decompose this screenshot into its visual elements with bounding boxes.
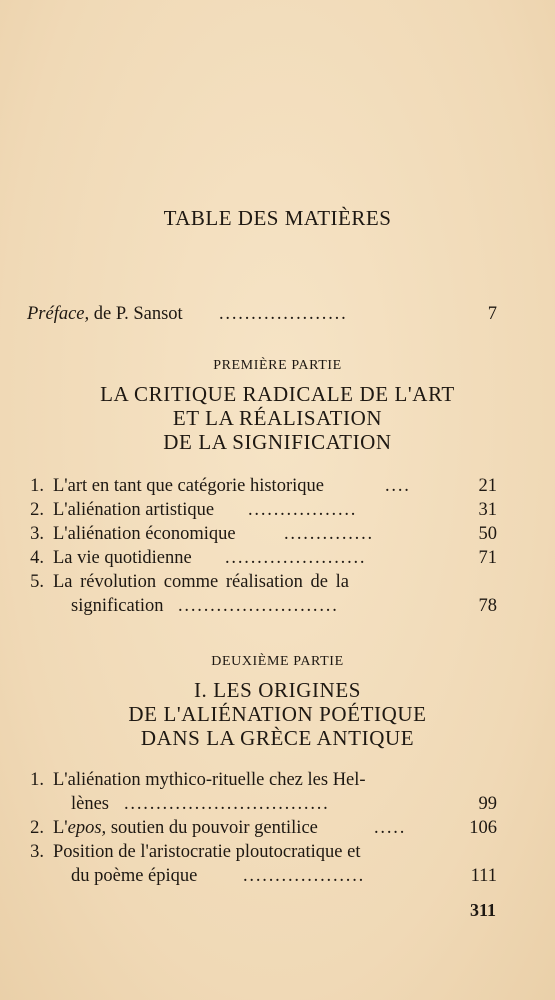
toc-entry: [0, 498, 555, 522]
page-number: 31: [478, 500, 497, 520]
entry-text-italic: epos,: [67, 818, 107, 838]
entry-number: 3.: [30, 524, 44, 544]
page-number: 21: [478, 476, 497, 496]
leader-dots: ....: [385, 476, 411, 496]
part-title-line: DE L'ALIÉNATION POÉTIQUE: [128, 702, 427, 726]
part-label: PREMIÈRE PARTIE: [213, 358, 342, 373]
leader-dots: ......................: [225, 548, 367, 568]
toc-entry: [0, 474, 555, 498]
toc-entry: [0, 840, 555, 888]
entry-number: 1.: [30, 770, 44, 790]
leader-dots: .....: [374, 818, 407, 838]
part-title: [0, 382, 555, 454]
page-number: 7: [487, 304, 497, 324]
part-title-line: DANS LA GRÈCE ANTIQUE: [140, 726, 415, 750]
entry-text: L'aliénation mythico-rituelle chez les Hel-: [53, 770, 366, 790]
part-label: DEUXIÈME PARTIE: [211, 654, 344, 669]
page-title: TABLE DES MATIÈRES: [163, 206, 392, 230]
entry-text-continued: du poème épique: [71, 866, 198, 886]
leader-dots: .........................: [178, 596, 339, 616]
toc-entry: [0, 816, 555, 840]
entry-text: L'aliénation économique: [53, 524, 236, 544]
entry-text: L'aliénation artistique: [53, 500, 215, 520]
entry-text: L'art en tant que catégorie historique: [53, 476, 324, 496]
leader-dots: .................: [248, 500, 358, 520]
toc-entry: [0, 570, 555, 618]
part-title: [0, 678, 555, 750]
entry-number: 4.: [30, 548, 44, 568]
entry-number: 5.: [30, 572, 44, 592]
entry-text: La révolution comme réalisation de la: [53, 572, 349, 592]
toc-entry: [0, 522, 555, 546]
entry-text: Position de l'aristocratie ploutocratique et: [53, 842, 361, 862]
leader-dots: ...................: [243, 866, 366, 886]
preface-author: de P. Sansot: [89, 304, 183, 324]
toc-entry-preface: [0, 302, 555, 326]
entry-text: La vie quotidienne: [53, 548, 192, 568]
leader-dots: ................................: [124, 794, 330, 814]
entry-number: 3.: [30, 842, 44, 862]
entry-text-continued: signification: [71, 596, 164, 616]
preface-label: Préface,: [27, 304, 90, 324]
leader-dots: ..............: [284, 524, 374, 544]
entry-text: [53, 816, 318, 840]
entry-text-prefix: L': [53, 818, 68, 838]
toc-entry: [0, 546, 555, 570]
entry-number: 1.: [30, 476, 44, 496]
entry-number: 2.: [30, 500, 44, 520]
toc-entry: [0, 768, 555, 816]
page-number: 99: [478, 794, 497, 814]
page-number: 71: [478, 548, 497, 568]
page-number: 78: [478, 596, 497, 616]
folio-page-number: 311: [469, 900, 496, 920]
entry-text: [27, 302, 183, 326]
part-title-line: LA CRITIQUE RADICALE DE L'ART: [100, 382, 455, 406]
page-number: 106: [469, 818, 497, 838]
part-title-line: DE LA SIGNIFICATION: [163, 430, 392, 454]
part-title-line: I. LES ORIGINES: [193, 678, 362, 702]
page-number: 50: [478, 524, 497, 544]
page-number: 111: [470, 866, 497, 886]
entry-number: 2.: [30, 818, 44, 838]
leader-dots: ....................: [219, 304, 348, 324]
part-title-line: ET LA RÉALISATION: [172, 406, 383, 430]
entry-text-continued: lènes: [71, 794, 110, 814]
entry-text-main: soutien du pouvoir gentilice: [106, 818, 318, 838]
